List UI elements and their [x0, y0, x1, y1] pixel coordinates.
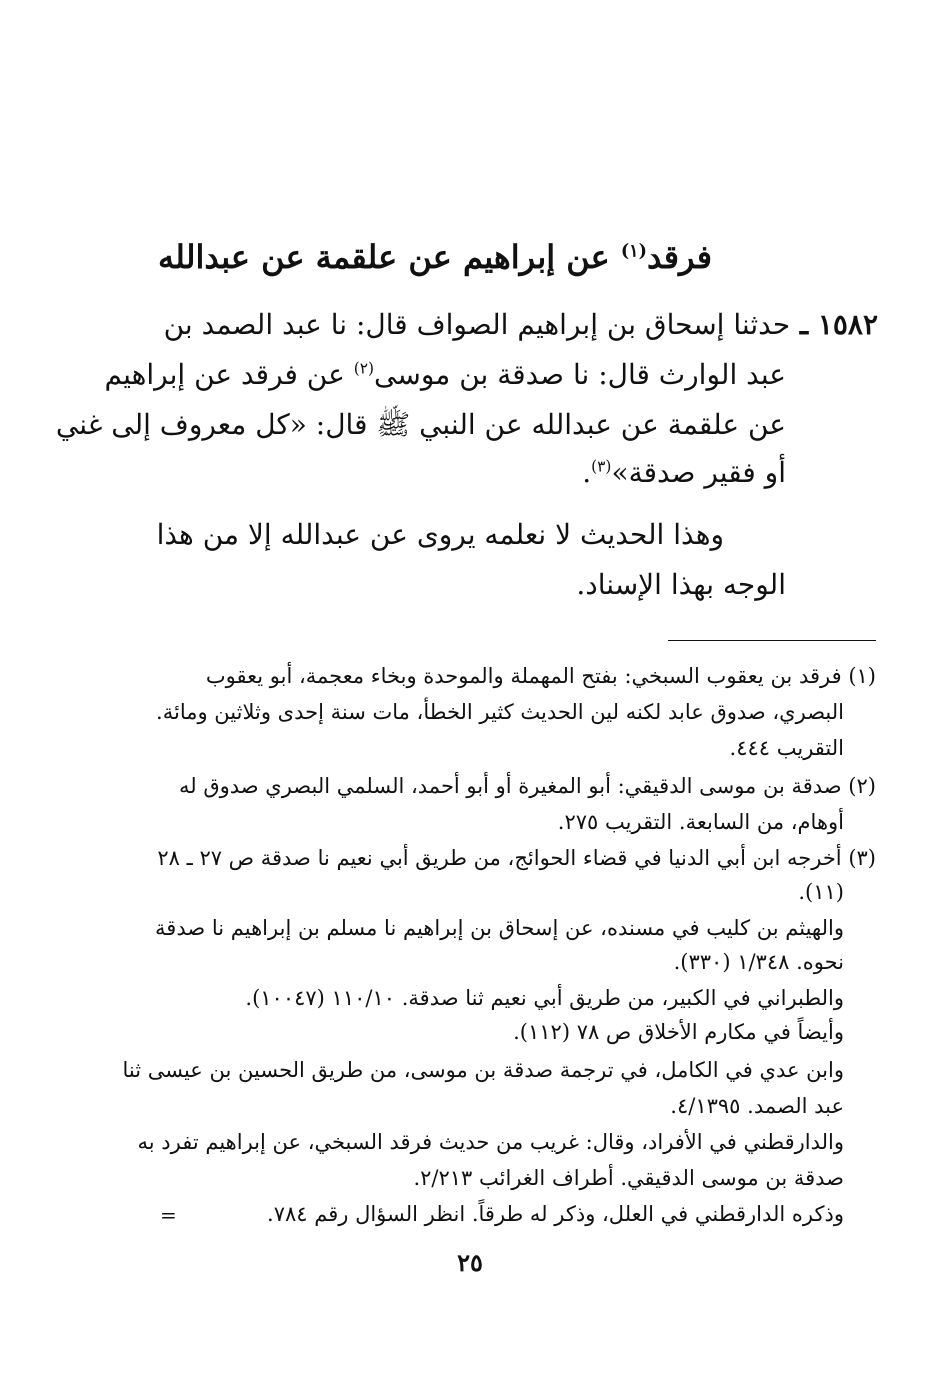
- footnote-3-line-6: وأيضاً في مكارم الأخلاق ص ٧٨ (١١٢).: [513, 1020, 844, 1044]
- footnote-3-line-7: وابن عدي في الكامل، في ترجمة صدقة بن موسى، من طريق الحسين بن عيسى ثنا: [122, 1058, 844, 1082]
- footnote-3-line-9: والدارقطني في الأفراد، وقال: غريب من حديث فرقد السبخي، عن إبراهيم تفرد به: [137, 1130, 844, 1154]
- hadith-text-4b: .: [582, 456, 592, 489]
- footnote-3-line-5: والطبراني في الكبير، من طريق أبي نعيم ثنا صدقة. ١١٠/١٠ (١٠٠٤٧).: [245, 986, 844, 1010]
- comment-line-2: الوجه بهذا الإسناد.: [576, 568, 786, 601]
- hadith-text-2b: عن فرقد عن إبراهيم: [104, 358, 354, 391]
- footnote-3-line-3: والهيثم بن كليب في مسنده، عن إسحاق بن إبراهيم نا مسلم بن إبراهيم نا صدقة: [155, 916, 844, 940]
- footnote-ref-3: (٣): [591, 457, 612, 476]
- footnote-3-line-4: نحوه. ١/٣٤٨ (٣٣٠).: [673, 950, 844, 974]
- footnote-1-line-2: البصري، صدوق عابد لكنه لين الحديث كثير الخطأ، مات سنة إحدى وثلاثين ومائة.: [156, 700, 844, 724]
- hadith-line-2: [104, 358, 786, 391]
- hadith-number: ١٥٨٢ ـ: [790, 308, 878, 341]
- hadith-line-1: [158, 308, 878, 341]
- footnote-ref-1: (١): [620, 240, 647, 262]
- hadith-line-3: عن علقمة عن عبدالله عن النبي ﷺ قال: «كل معروف إلى غني: [55, 408, 786, 441]
- footnote-2-line-2: أوهام، من السابعة. التقريب ٢٧٥.: [557, 810, 844, 834]
- section-heading: [150, 238, 720, 276]
- hadith-text-1: حدثنا إسحاق بن إبراهيم الصواف قال: نا عبد الصمد بن: [163, 308, 791, 341]
- footnote-3-line-2: (١١).: [798, 880, 844, 904]
- heading-text-end: عن إبراهيم عن علقمة عن عبدالله: [158, 238, 621, 276]
- footnote-1-line-3: التقريب ٤٤٤.: [729, 736, 844, 760]
- footnote-separator: [668, 640, 876, 641]
- footnote-1-line-1: (١) فرقد بن يعقوب السبخي: بفتح المهملة والموحدة وبخاء معجمة، أبو يعقوب: [205, 664, 876, 688]
- footnote-3-line-8: عبد الصمد. ٤/١٣٩٥.: [670, 1094, 844, 1118]
- hadith-line-4: [146, 456, 786, 489]
- hadith-text-2a: عبد الوارث قال: نا صدقة بن موسى: [374, 358, 786, 391]
- continuation-mark: =: [160, 1203, 177, 1227]
- footnote-ref-2: (٢): [353, 359, 375, 378]
- footnote-3-line-1: (٣) أخرجه ابن أبي الدنيا في قضاء الحوائج، من طريق أبي نعيم نا صدقة ص ٢٧ ـ ٢٨: [157, 846, 876, 870]
- footnote-3-line-11: وذكره الدارقطني في العلل، وذكر له طرقاً. انظر السؤال رقم ٧٨٤.: [267, 1202, 844, 1226]
- heading-text-start: فرقد: [646, 238, 712, 276]
- footnote-2-line-1: (٢) صدقة بن موسى الدقيقي: أبو المغيرة أو أبو أحمد، السلمي البصري صدوق له: [178, 774, 876, 798]
- page-number: ٢٥: [457, 1248, 483, 1277]
- footnote-3-line-10: صدقة بن موسى الدقيقي. أطراف الغرائب ٢/٢١٣.: [413, 1166, 844, 1190]
- hadith-text-4a: أو فقير صدقة»: [611, 456, 786, 489]
- comment-line-1: وهذا الحديث لا نعلمه يروى عن عبدالله إلا من هذا: [156, 518, 724, 551]
